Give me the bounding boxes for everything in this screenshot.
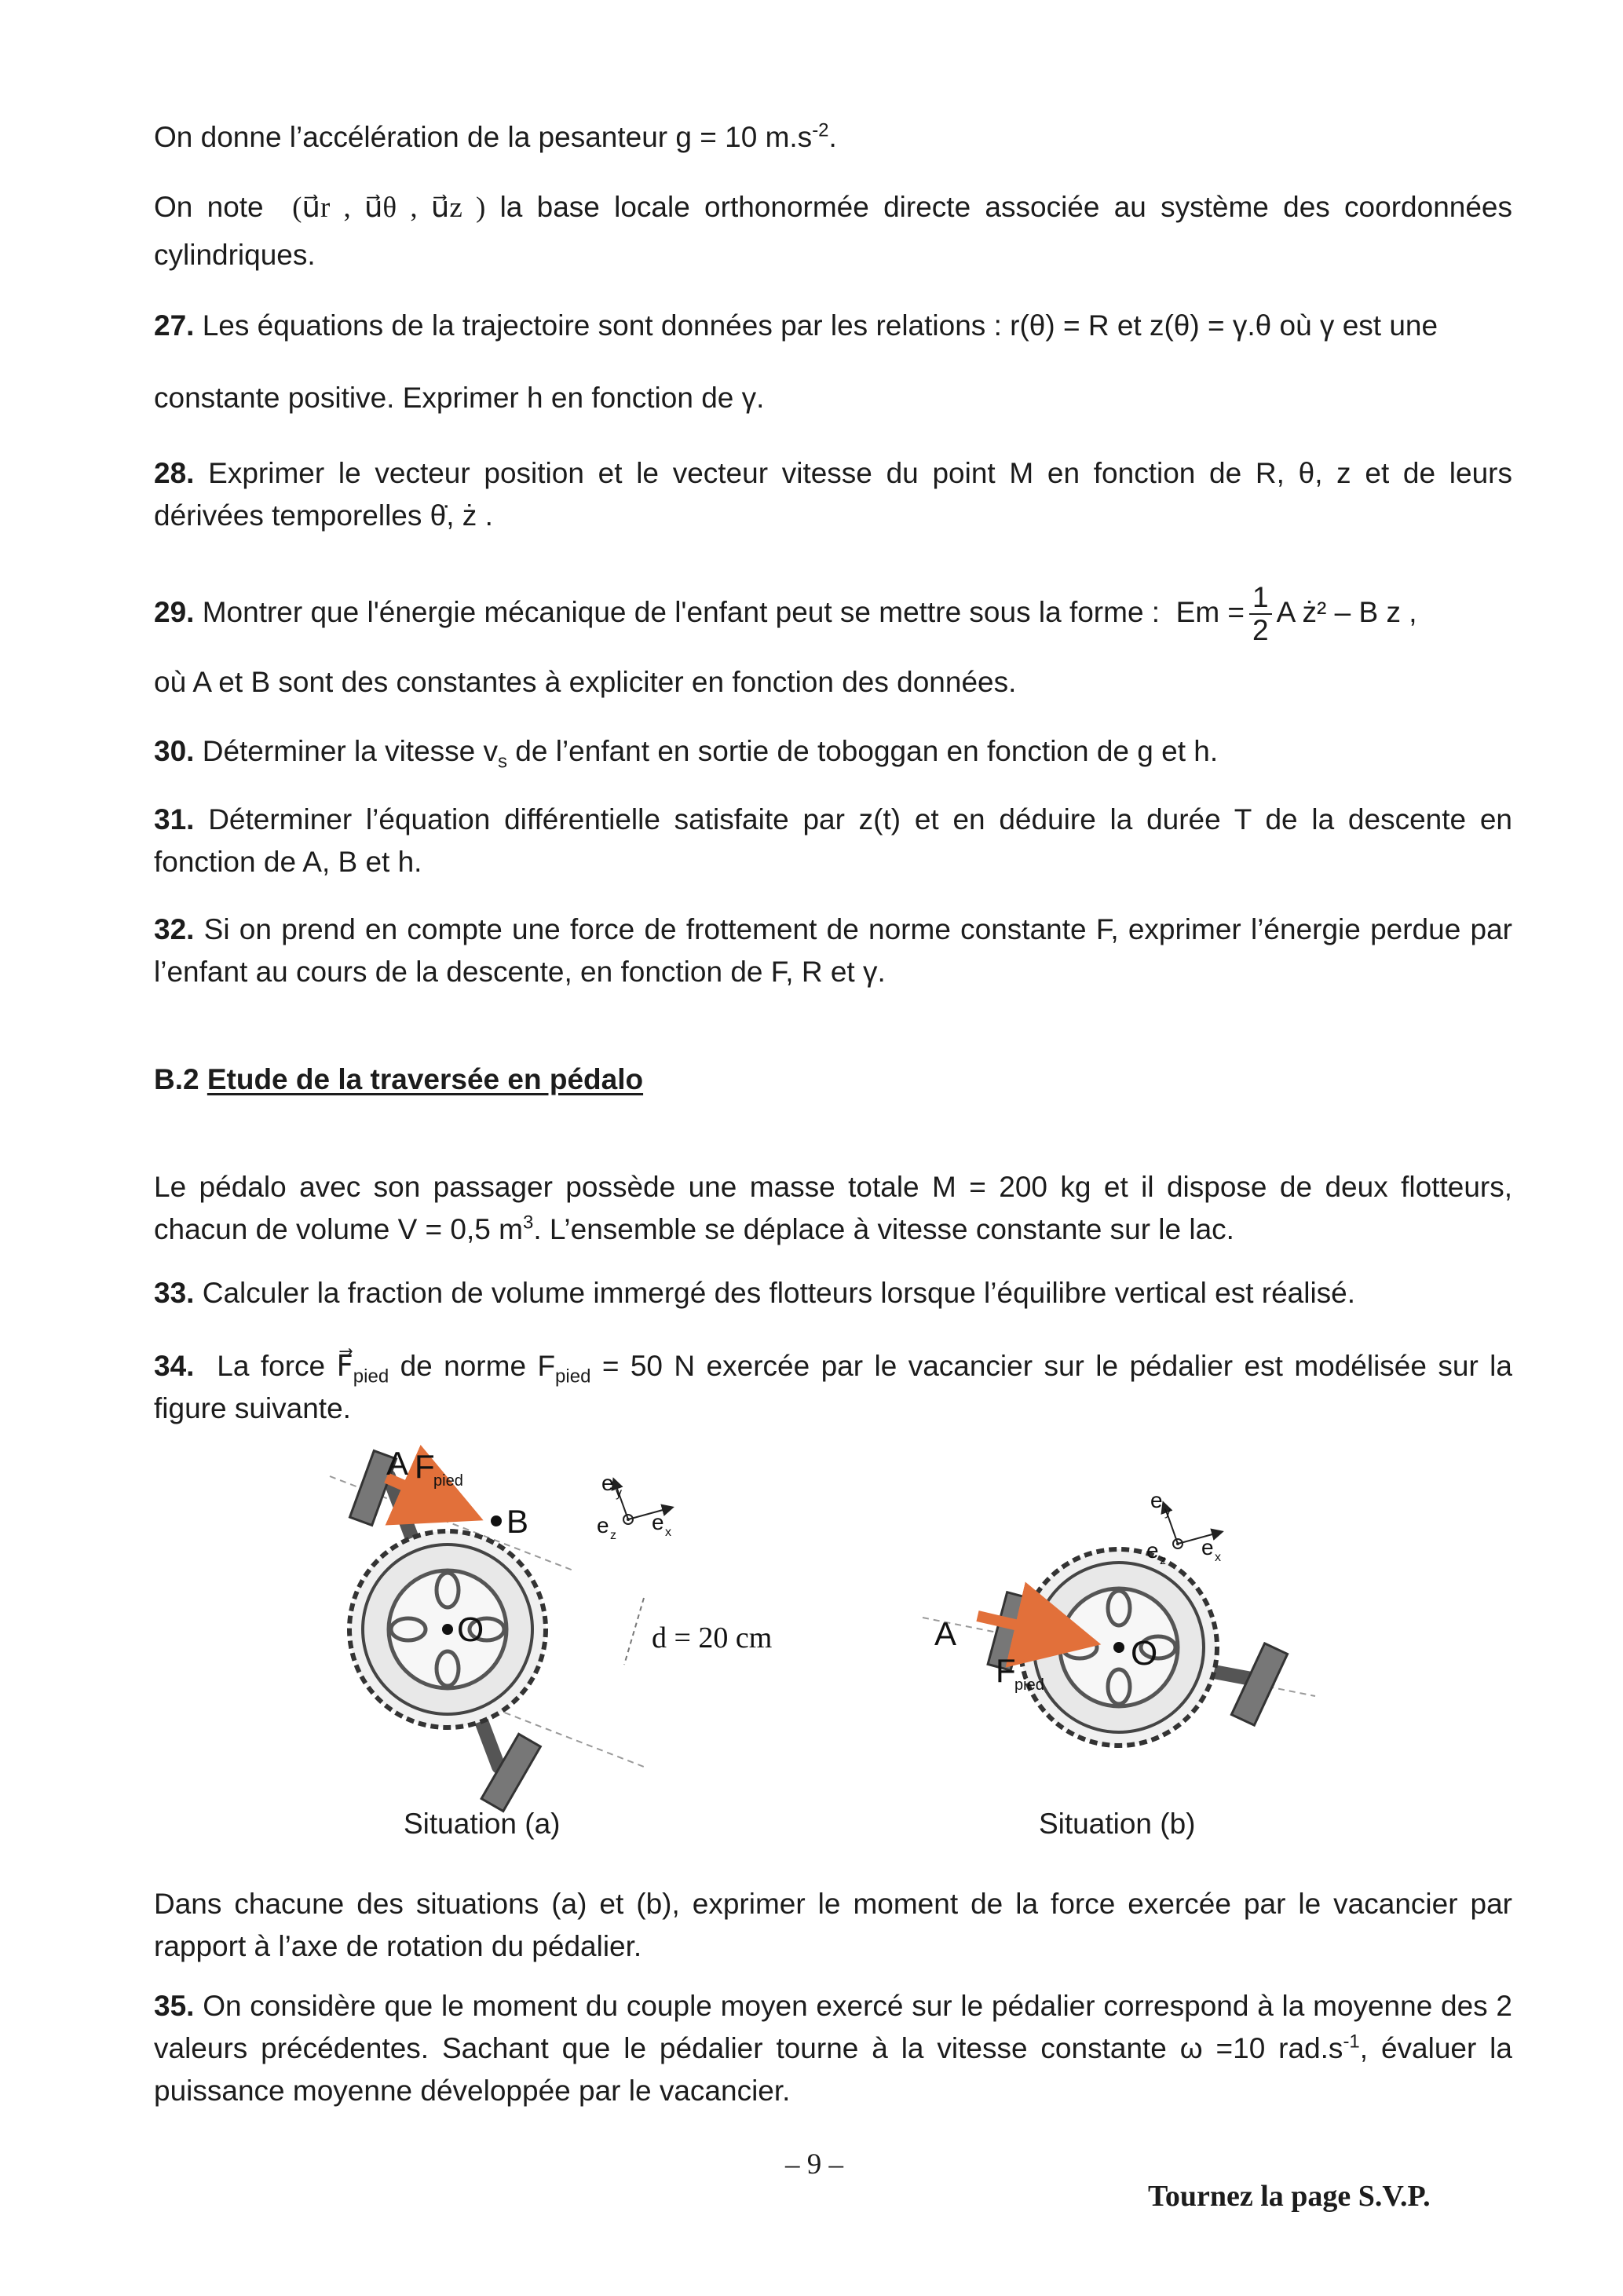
question-34: 34. La force $F⃗_{pied}$ de norme $F_{pied} = 50$ N exercée par le vacancier sur le pédalier est modélisée sur la figure suivante. <box>154 1350 1512 1424</box>
svg-text:y: y <box>616 1486 622 1500</box>
gravity-statement: On donne l’accélération de la pesanteur g = 10 $m.s^{-2}$. <box>154 119 837 153</box>
axis-point-o <box>442 1624 453 1635</box>
svg-text:pied: pied <box>1014 1676 1044 1694</box>
moment-question: Dans chacune des situations (a) et (b), exprimer le moment de la force exercée par le vacancier par rapport à l’axe de rotation du pédalier. <box>154 1888 1512 1962</box>
section-heading-b2: B.2 Etude de la traversée en pédalo <box>154 1063 644 1095</box>
energy-formula: Em = $\frac{1}{2}$ A ż² – B z , <box>1175 581 1417 647</box>
label-a: A <box>386 1445 409 1482</box>
question-29-continued: où A et B sont des constantes à expliciter en fonction des données. <box>154 666 1017 698</box>
svg-text:y: y <box>1164 1505 1171 1519</box>
label-o-b: O <box>1131 1634 1158 1673</box>
label-ez: e <box>597 1513 609 1537</box>
question-28: 28. Exprimer le vecteur position et le vecteur vitesse du point M en fonction de R, θ, z et de leurs dérivées temporelles θ̇, ż . <box>154 457 1512 532</box>
axis-point-o-b <box>1113 1642 1124 1653</box>
label-ex-b: e <box>1201 1535 1214 1559</box>
question-35: 35. On considère que le moment du couple moyen exercé sur le pédalier correspond à la moyenne des 2 valeurs précédentes. Sachant que le pédalier tourne à la vitesse constante ω =10 $rad.s^{-1}$, évaluer la puissance moyenne développée par le vacancier. <box>154 1990 1513 2107</box>
local-basis: (u⃗r , u⃗θ , u⃗z ) <box>292 192 486 224</box>
pedalo-statement: Le pédalo avec son passager possède une masse totale M = 200 kg et il dispose de deux flotteurs, chacun de volume V = 0,5 $m^3$. L’ensemble se déplace à vitesse constante sur le lac. <box>154 1171 1512 1245</box>
label-b: B <box>506 1503 529 1540</box>
basis-statement: On note (u⃗r , u⃗θ , u⃗z ) la base locale orthonormée directe associée au système des coordonnées cylindriques. <box>154 191 1513 271</box>
figure-situation-a <box>314 1445 773 1806</box>
page-number: – 9 – <box>785 2148 843 2181</box>
label-ey: e <box>601 1471 614 1495</box>
question-33: 33. Calculer la fraction de volume immergé des flotteurs lorsque l’équilibre vertical est réalisé. <box>154 1277 1356 1309</box>
label-f-sub: pied <box>433 1472 463 1490</box>
point-b <box>491 1515 502 1526</box>
caption-situation-a: Situation (a) <box>404 1808 561 1840</box>
pedal-right-b <box>1231 1643 1287 1725</box>
question-32: 32. Si on prend en compte une force de frottement de norme constante F, exprimer l’énergie perdue par l’enfant au cours de la descente, en fonction de F, R et γ. <box>154 913 1512 988</box>
svg-text:x: x <box>1215 1551 1221 1564</box>
label-ez-b: e <box>1146 1538 1159 1563</box>
label-f: F <box>415 1448 435 1485</box>
question-27: 27. Les équations de la trajectoire sont données par les relations : r(θ) = R et z(θ) = γ.θ où γ est une <box>154 309 1438 342</box>
distance-marker <box>624 1598 644 1665</box>
question-30: 30. Déterminer la vitesse $v_s$ de l’enfant en sortie de toboggan en fonction de g et h. <box>154 735 1219 773</box>
label-ey-b: e <box>1150 1488 1163 1512</box>
label-ex: e <box>652 1510 664 1534</box>
question-29: 29. Montrer que l'énergie mécanique de l'enfant peut se mettre sous la forme : Em = $\frac{1}{2}$ A ż² – B z , <box>154 581 1417 647</box>
caption-situation-b: Situation (b) <box>1039 1808 1196 1840</box>
distance-label: d = 20 cm <box>652 1621 773 1654</box>
label-o: O <box>457 1610 484 1649</box>
axis-ex <box>628 1508 671 1519</box>
svg-text:z: z <box>610 1529 616 1542</box>
question-27-continued: constante positive. Exprimer h en fonction de γ. <box>154 382 765 414</box>
figure-situation-b <box>919 1476 1343 1806</box>
label-a-b: A <box>934 1615 957 1652</box>
label-f-b: F <box>996 1652 1016 1689</box>
svg-text:x: x <box>665 1526 671 1539</box>
turn-page-note: Tournez la page S.V.P. <box>1148 2180 1431 2213</box>
question-31: 31. Déterminer l’équation différentielle satisfaite par z(t) et en déduire la durée T de la descente en fonction de A, B et h. <box>154 803 1512 878</box>
axis-ex-b <box>1178 1532 1221 1544</box>
svg-text:z: z <box>1160 1554 1166 1567</box>
